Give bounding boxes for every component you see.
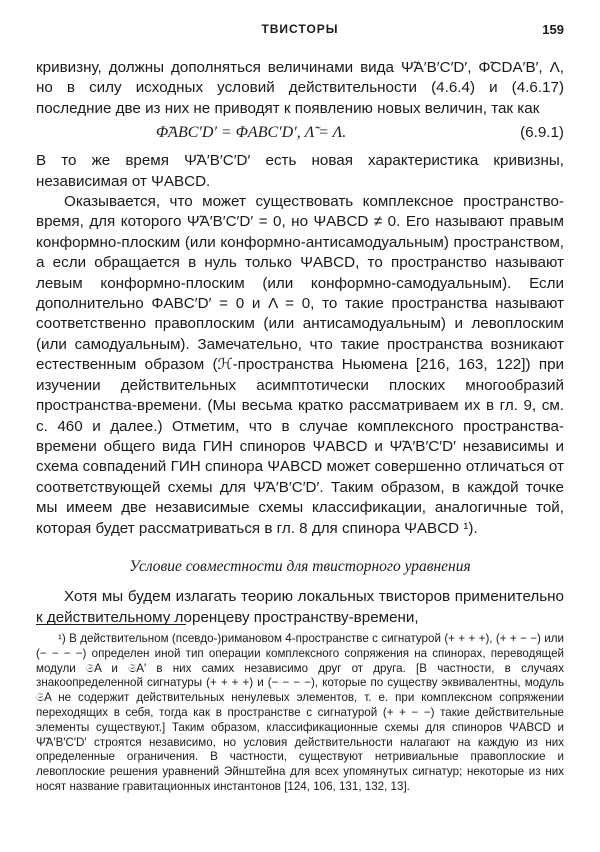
paragraph-4: Хотя мы будем излагать теорию локальных твисторов применительно к действительному лоренцеву пространству-времени,: [36, 588, 564, 626]
equation-number: (6.9.1): [520, 124, 564, 142]
equation-6-9-1: [36, 121, 564, 147]
footnote: [36, 632, 564, 795]
footnote-text: ¹) В действительном (псевдо-)римановом 4-пространстве с сигнатурой (+ + + +), (+ + − −) или (− − − −) определен иной тип операции комплексного сопряжения на спинорах, переводящей модули 𝔖A и 𝔖A′ в них самих независимо друг от друга. [В частности, в случаях знакоопределенной сигнатуры (+ + + +) и (− − − −), которые по существу эквивалентны, модуль 𝔖A не содержит действительных ненулевых элементов, т. е. при комплексном сопряжении переходящих в себя, тогда как в пространстве с сигнатурой (+ + − −) такие действительные элементы существуют.] Таким образом, классификационные схемы для спиноров ΨABCD и Ψ̃A′B′C′D′ строятся независимо, но условия действительности налагают на каждую из них определенные ограничения. В частности, существуют нетривиальные правоплоские и левоплоские решения уравнений Эйнштейна для всех упомянутых сигнатур; некоторые из них носят название гравитационных инстантонов [124, 106, 131, 132, 13].: [36, 632, 564, 793]
running-title: ТВИСТОРЫ: [261, 22, 339, 36]
running-header: [36, 22, 564, 42]
paragraph-2: В то же время Ψ̃A′B′C′D′ есть новая характеристика кривизны, независимая от ΨABCD.: [36, 152, 564, 190]
section-heading: Условие совместности для твисторного уравнения: [129, 557, 471, 575]
page-number: 159: [542, 22, 564, 37]
main-text: [36, 58, 564, 628]
paragraph-3: Оказывается, что может существовать комплексное пространство-время, для которого Ψ̃A′B′C′D′ = 0, но ΨABCD ≠ 0. Его называют правым конформно-плоским (или конформно-антисамодуальным) пространством, а если обращается в нуль только ΨABCD, то пространство называют левым конформно-плоским (или конформно-самодуальным). Если дополнительно ΦABC′D′ = 0 и Λ = 0, то такие пространства называют соответственно правоплоским (или антисамодуальным) и левоплоским (или самодуальным). Замечательно, что такие пространства возникают естественным образом (ℋ-пространства Ньюмена [216, 163, 122]) при изучении действительных асимптотически плоских многообразий пространства-времени. (Мы весьма кратко рассматриваем их в гл. 9, см. с. 460 и далее.) Отметим, что в случае комплексного пространства-времени общего вида ГИН спиноров ΨABCD и Ψ̃A′B′C′D′ независимы и схема совпадений ГИН спинора ΨABCD может совершенно отличаться от соответствующей схемы для Ψ̃A′B′C′D′. Таким образом, в каждой точке мы имеем две независимые схемы классификации, аналогичные той, которая будет рассматриваться в гл. 8 для спинора ΨABCD ¹).: [36, 193, 564, 537]
equation-text: Φ̃ABC′D′ = ΦABC′D′, Λ̃ = Λ.: [156, 124, 347, 142]
footnote-divider: [36, 624, 186, 625]
paragraph-1: кривизну, должны дополняться величинами вида Ψ̃A′B′C′D′, Φ̃CDA′B′, Λ, но в силу исходных условий действительности (4.6.4) и (4.6.17) последние две из них не приводят к появлению новых величин, так как: [36, 59, 564, 117]
